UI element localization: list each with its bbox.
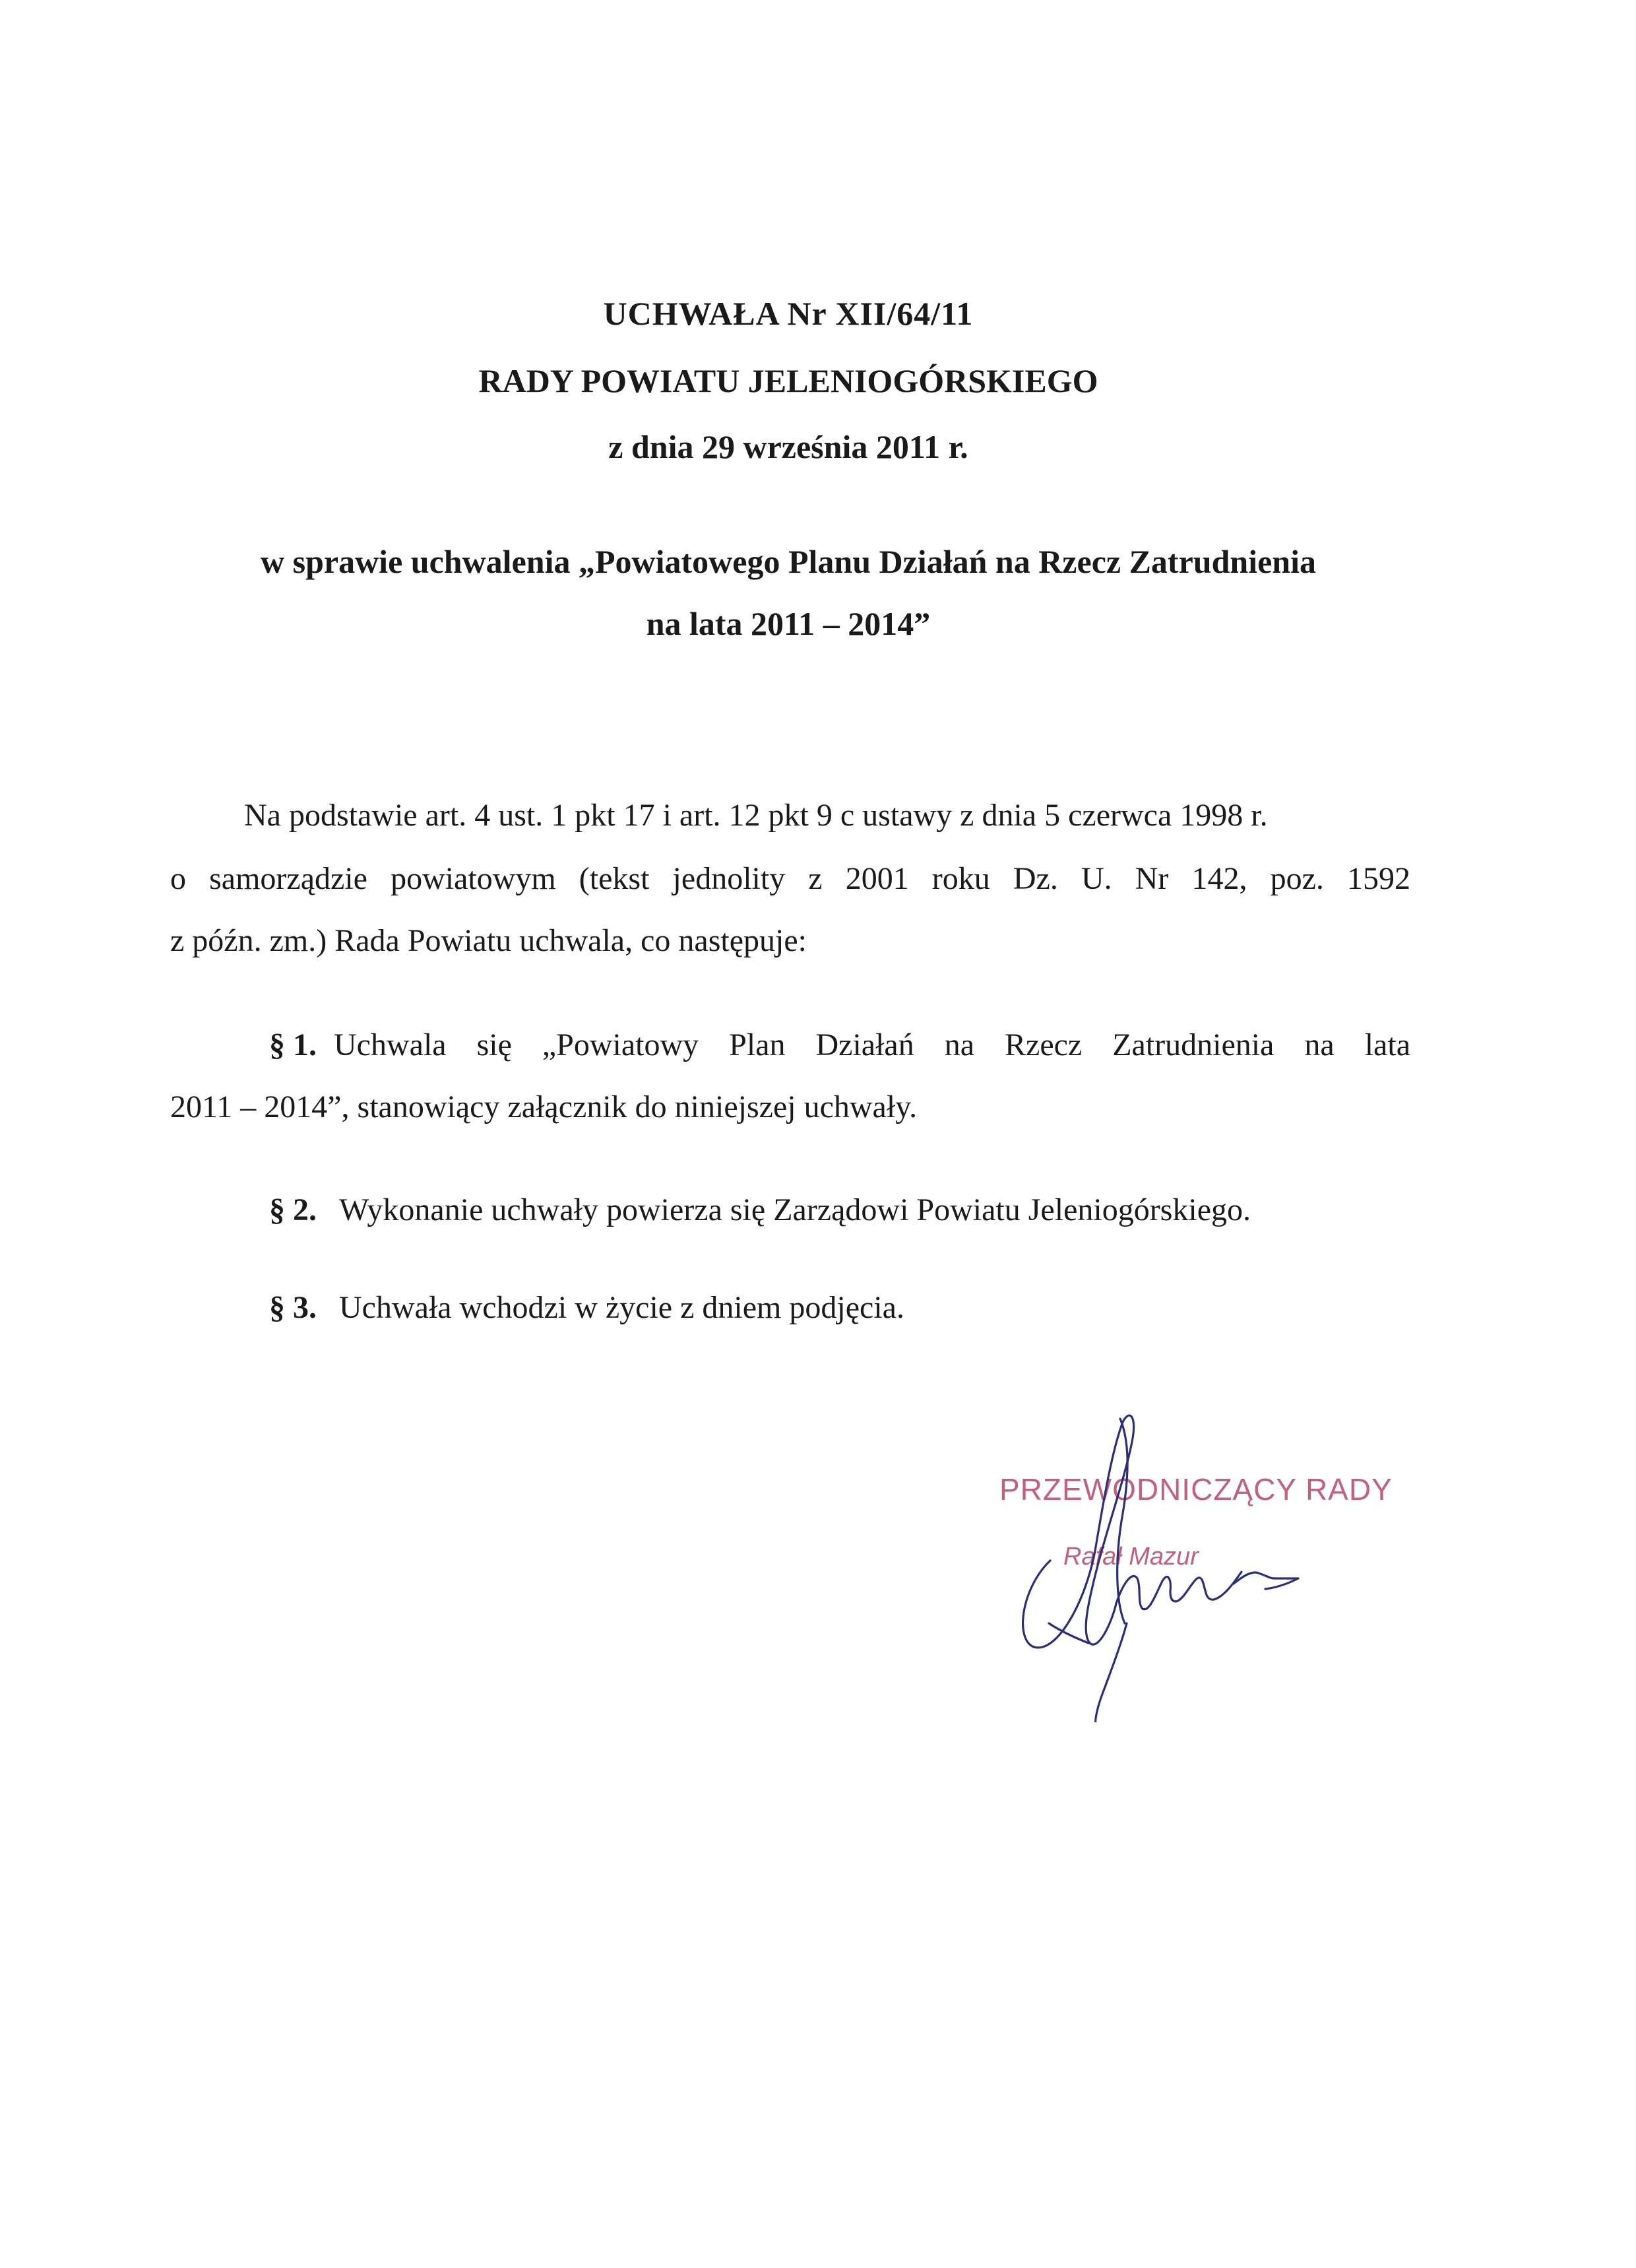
- preamble-line2: o samorządzie powiatowym (tekst jednolity z 2001 roku Dz. U. Nr 142, poz. 1592: [170, 861, 1410, 896]
- handwritten-signature: [976, 1406, 1346, 1722]
- paragraph-2: [269, 1194, 1251, 1226]
- chairman-stamp-name: Rafał Mazur: [1063, 1543, 1199, 1571]
- paragraph-3: [269, 1292, 904, 1324]
- paragraph-1-number: § 1.: [269, 1027, 317, 1062]
- chairman-stamp-title: PRZEWODNICZĄCY RADY: [999, 1472, 1393, 1507]
- paragraph-1-first-line: [269, 1029, 1410, 1061]
- paragraph-1-text-line2: 2011 – 2014”, stanowiący załącznik do niniejszej uchwały.: [170, 1089, 918, 1124]
- resolution-title: UCHWAŁA Nr XII/64/11: [603, 295, 974, 332]
- preamble-line3: z późn. zm.) Rada Powiatu uchwala, co następuje:: [170, 923, 807, 958]
- resolution-subject-line2: na lata 2011 – 2014”: [646, 605, 931, 642]
- paragraph-2-text: Wykonanie uchwały powierza się Zarządowi Powiatu Jeleniogórskiego.: [339, 1192, 1251, 1227]
- resolution-date: z dnia 29 września 2011 r.: [608, 428, 968, 465]
- paragraph-2-number: § 2.: [269, 1192, 317, 1227]
- resolution-subject-line1: w sprawie uchwalenia „Powiatowego Planu Działań na Rzecz Zatrudnienia: [261, 543, 1316, 580]
- council-name: RADY POWIATU JELENIOGÓRSKIEGO: [478, 362, 1098, 399]
- preamble-line1: Na podstawie art. 4 ust. 1 pkt 17 i art. 12 pkt 9 c ustawy z dnia 5 czerwca 1998 r.: [244, 798, 1268, 833]
- paragraph-1-text-line1: Uchwala się „Powiatowy Plan Działań na Rzecz Zatrudnienia na lata: [334, 1027, 1410, 1062]
- paragraph-3-text: Uchwała wchodzi w życie z dniem podjęcia.: [339, 1290, 904, 1325]
- paragraph-3-number: § 3.: [269, 1290, 317, 1325]
